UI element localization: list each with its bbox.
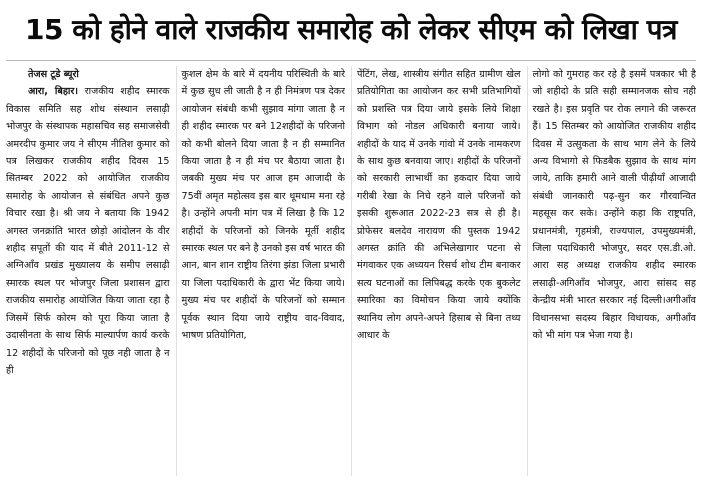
column-4-text: लोगो को गुमराह कर रहे है इसमें पत्रकार भी है जो शहीदो के प्रति सही सम्मानजक सोच नही रखते है। इस प्रवृति पर रोक लगाने की जरूरत हैं। 15 सितम्बर को आयोजित राजकीय शहीद दिवस में उत्सुकता के साथ भाग लेने के लिये अन्य विभागो से फिडबैक सुझाव के साथ मांग जाये, ताकि हमारी आने वाली पीढ़ीयाँ आजादी संबंधी जानकारी पढ़-सुन कर गौरवान्वित महसूस कर सके। उन्होंने कहा कि राष्ट्रपति, प्रधानमंत्री, गृहमंत्री, राज्यपाल, उपमुख्यमंत्री, जिला पदाधिकारी भोजपुर, सदर एस.डी.ओ. आरा सह अध्यक्ष राजकीय शहीद स्मारक लसाढ़ी-अगिआँव भोजपुर, आरा सांसद सह केन्द्रीय मंत्री भारत सरकार नई दिल्ली।अगीआँव विधानसभा सदस्य बिहार विधायक, अगीआँव को भी मांग पत्र भेजा गया है। [532,69,696,342]
article-column-4 [527,66,697,476]
column-1-text [6,83,170,379]
byline: तेजस टूडे ब्यूरो [28,69,79,80]
article-column-2 [176,66,346,476]
column-1-body: राजकीय शहीद स्मारक विकास समिति सह शोध संस्थान लसाढ़ी भोजपुर के संस्थापक महासचिव सह समाजसेवी अमरदीप कुमार जय ने सीएम नीतिश कुमार को पत्र लिखकर राजकीय शहीद दिवस 15 सितम्बर 2022 को आयोजित राजकीय समारोह के आयोजन से संबंधित अपने कुछ विचार रखा है। श्री जय ने बताया कि 1942 अगस्त जनक्रांति भारत छोड़ो आंदोलन के वीर शहीद सपूतों की याद में बीते 2011-12 से अग्निआँव प्रखंड मुख्यालय के समीप लसाढ़ी स्मारक स्थल पर भोजपुर जिला प्रशासन द्वारा राजकीय समारोह आयोजित किया जाता रहा है जिसमें सिर्फ कोरम को पूरा किया जाता है उदासीनता के साथ सिर्फ माल्यार्पण कार्य करके 12 शहीदों के परिजनो को पूछ नही जाता है न ही [6,86,170,376]
article-body [6,66,696,476]
article-column-1 [6,66,170,476]
headline: 15 को होने वाले राजकीय समारोह को लेकर सीएम को लिखा पत्र [25,13,677,46]
column-3-text: पेंटिंग, लेख, शास्त्रीय संगीत सहित ग्रामीण खेल प्रतियोगिता का आयोजन कर सभी प्रतिभागियों को प्रशस्ति पत्र दिया जाये इसके लिये शिक्षा विभाग को नोडल अधिकारी बनाया जाये। शहीदों के याद में उनके गांवो में उनके नामकरण के साथ कुछ बनवाया जाए। शहीदों के परिजनों को सरकारी लाभार्थी का हकदार दिया जाये गरीबी रेखा के निचे रहने वाले परिजनों को इसकी शुरूआत 2022-23 सत्र से ही है। प्रोफेसर बलदेव नारायण की पुस्तक 1942 अगस्त क्रांति की अभिलेखागार पटना से मंगवाकर एक अध्ययन रिसर्च शोध टीम बनाकर सत्य घटनाओं का लिपिबद्ध करके एक बुकलेट स्मारिका का विमोचन किया जाये क्योंकि स्थानिय लोग अपने-अपने हिसाब से बिना तथ्य आधार के [357,69,521,342]
column-2-text: कुशल क्षेम के बारे में दयनीय परिस्थिती के बारे में कुछ सुध ली जाती है न ही निमंत्रण पत्र देकर आयोजन संबंधी कभी सुझाव मांगा जाता है न ही शहीद स्मारक पर बने 12शहीदों के परिजनो को कभी बोलने दिया जाता है न ही सम्मानित किया जाता है न ही मंच पर बैठाया जाता है। जबकी मुख्य मंच पर आज हम आजादी के 75वीं अमृत महोत्सव इस बार धूमधाम मना रहे है। उन्होंने अपनी मांग पत्र में लिखा है कि 12 शहीदों के परिजनों को जिनके मूर्ती शहीद स्मारक स्थल पर बने है उनको इस वर्ष भारत की आन, बान शान राष्ट्रीय तिरंगा झंडा जिला प्रभारी या जिला पदाधिकारी के द्वारा भेंट किया जाये। मुख्य मंच पर शहीदों के परिजनों को सम्मान पूर्वक स्थान दिया जाये राष्ट्रीय वाद-विवाद, भाषण प्रतियोगिता, [181,69,345,342]
dateline: आरा, बिहार। [28,86,78,98]
headline-divider [6,60,696,61]
article-column-3 [351,66,521,476]
